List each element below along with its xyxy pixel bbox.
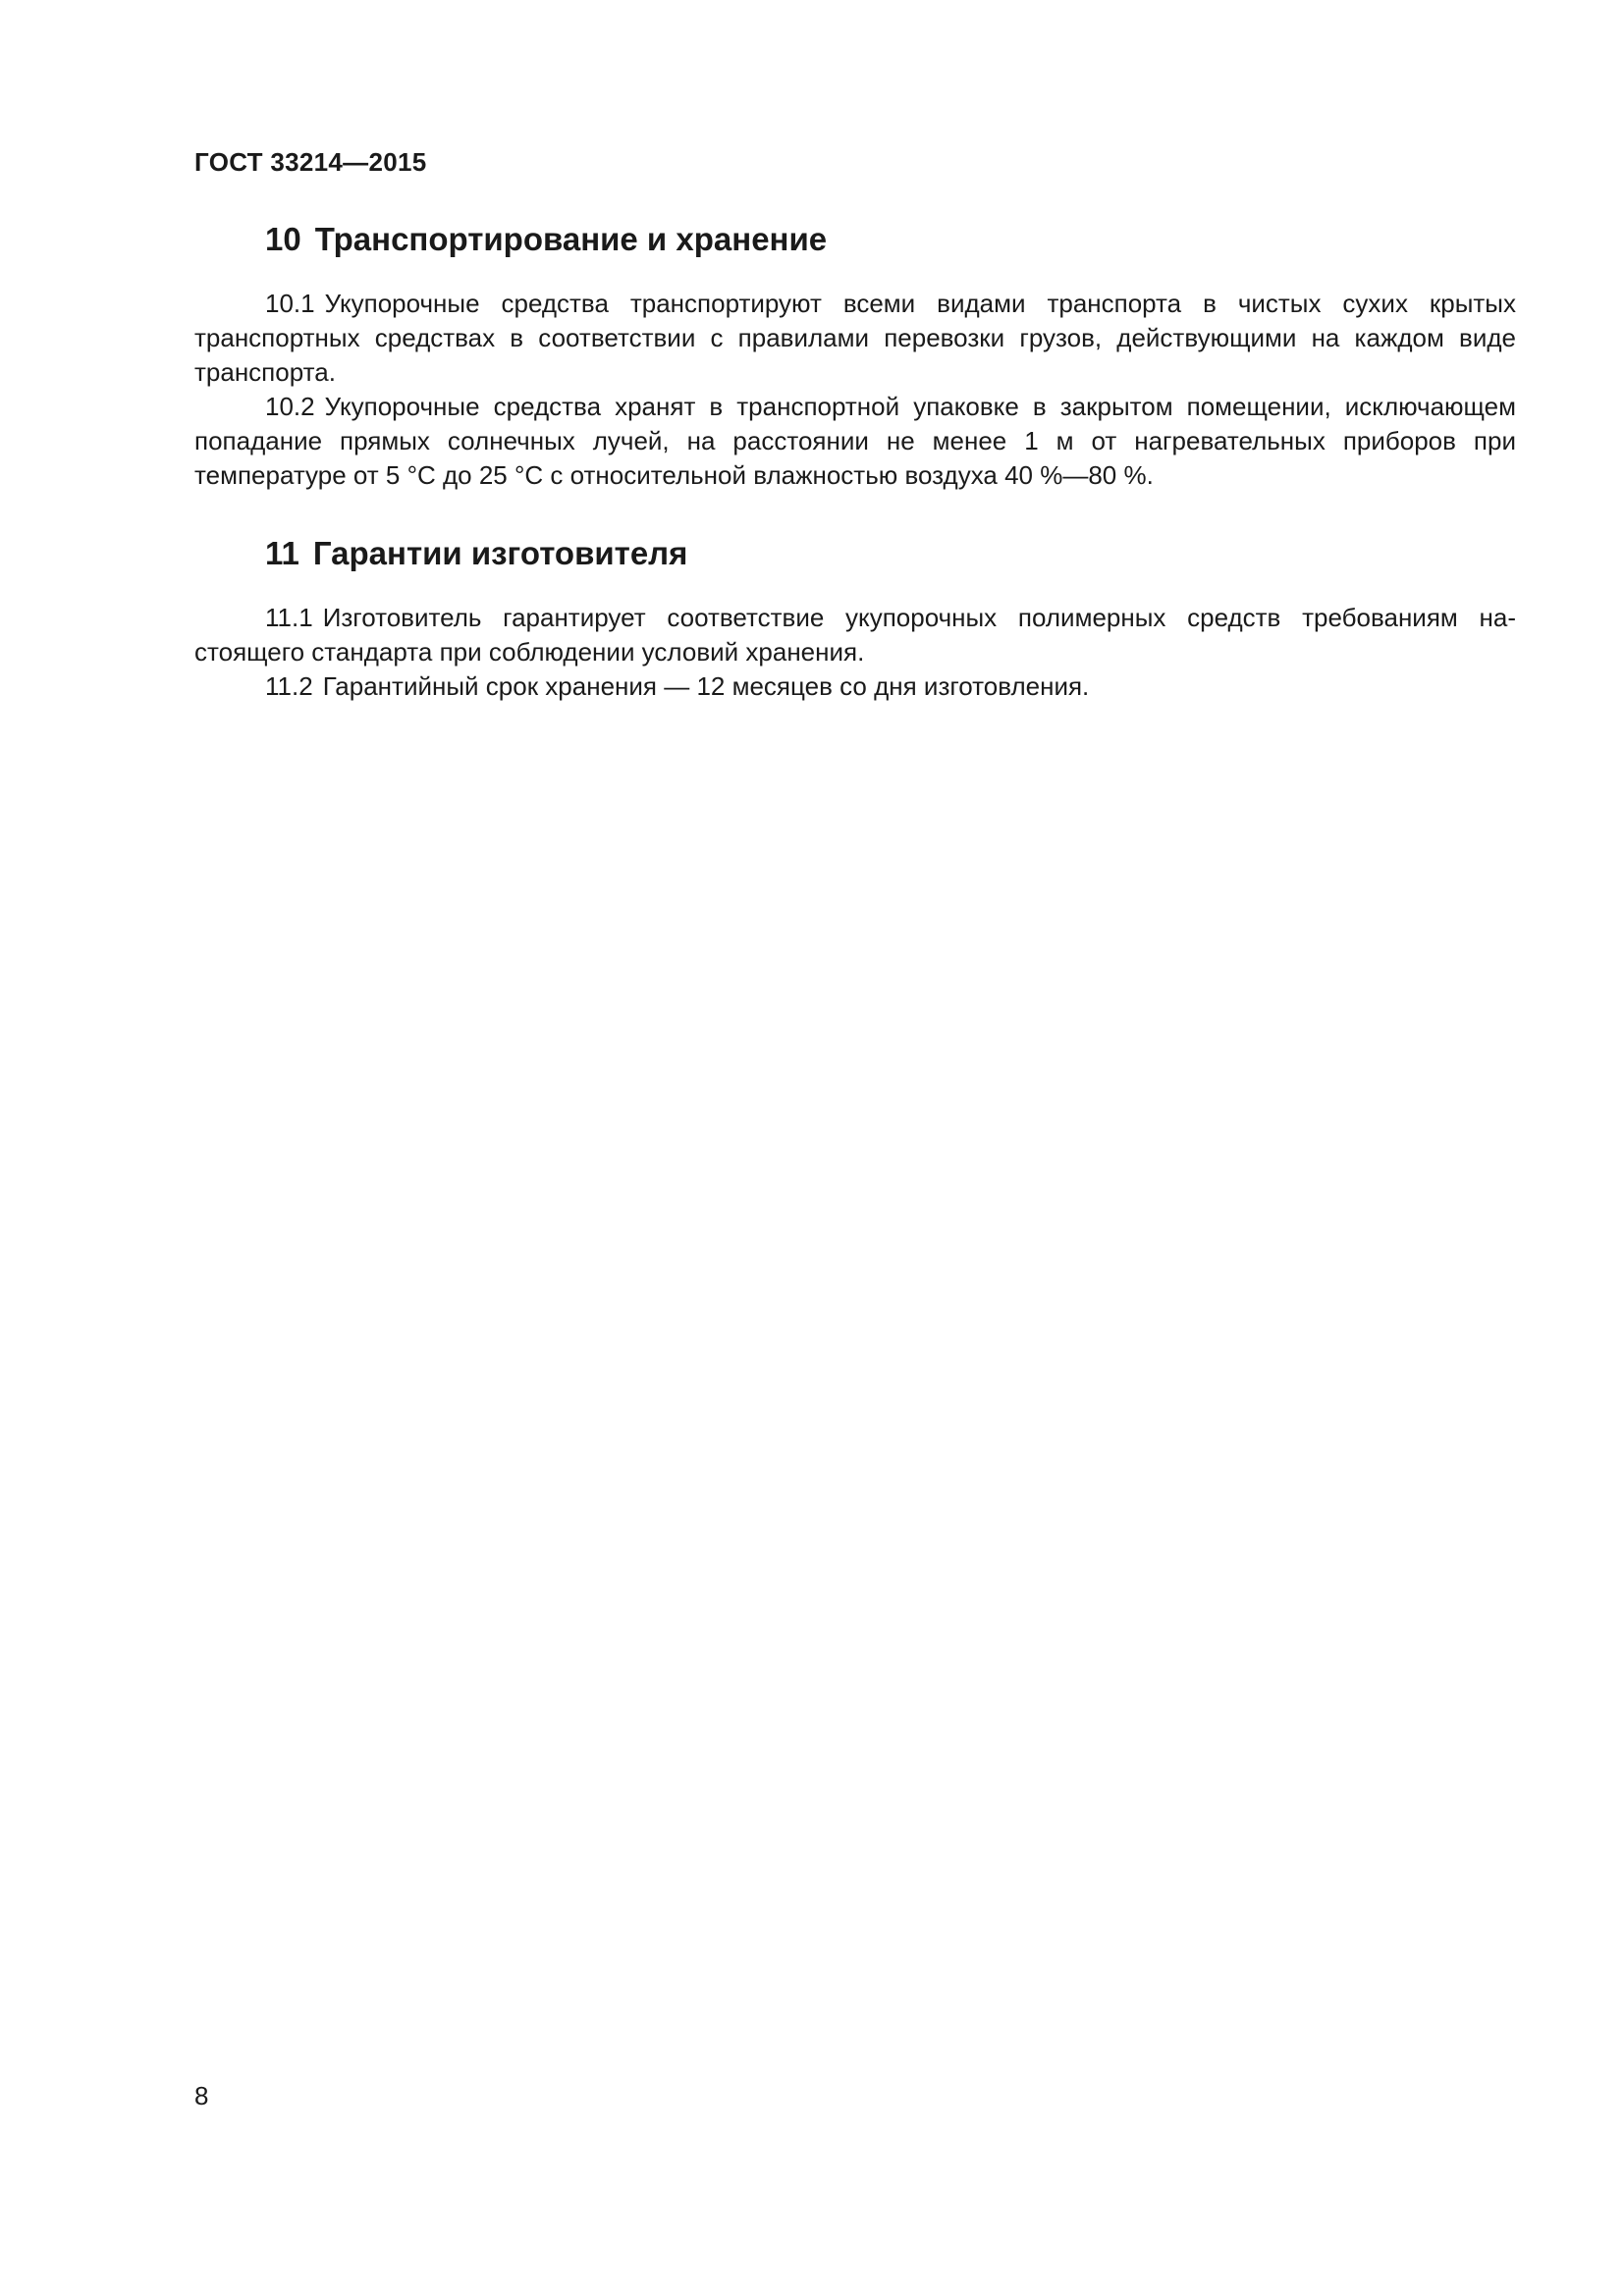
paragraph — [194, 601, 1516, 669]
section-number: 10 — [265, 221, 301, 257]
paragraph — [194, 390, 1516, 493]
section-title-text: Гарантии изготовителя — [312, 535, 688, 571]
document-body — [194, 216, 1516, 741]
section-heading — [265, 216, 1516, 263]
paragraph — [194, 669, 1516, 704]
paragraph-text: Изготовитель гарантирует соответствие укупорочных полимерных средств требованиям настоящего стандарта при соблюдении условий хранения. — [194, 603, 1516, 667]
section-manufacturer-warranty — [194, 530, 1516, 704]
paragraph-text: Укупорочные средства транспортируют всеми видами транспорта в чистых сухих крытых транспортных средствах в соответствии с правилами перевозки грузов, действующими на каждом виде транспорта. — [194, 289, 1516, 387]
section-number: 11 — [265, 535, 299, 571]
document-header-id: ГОСТ 33214—2015 — [194, 147, 427, 177]
page-number: 8 — [194, 2081, 209, 2110]
paragraph-number: 11.2 — [265, 671, 313, 701]
paragraph-text: Гарантийный срок хранения — 12 месяцев со дня изготовления. — [322, 671, 1090, 701]
section-title-text: Транспортирование и хранение — [314, 221, 828, 257]
section-transport-storage — [194, 216, 1516, 493]
section-heading — [265, 530, 1516, 577]
paragraph-number: 11.1 — [265, 603, 313, 632]
paragraph-text: Укупорочные средства хранят в транспортной упаковке в закрытом помещении, исключающем попадание прямых солнечных лучей, на расстоянии не менее 1 м от нагревательных приборов при температуре от 5 °С до 25 °С с относительной влажностью воздуха 40 %—80 %. — [194, 392, 1516, 490]
paragraph-number: 10.2 — [265, 392, 315, 421]
paragraph — [194, 287, 1516, 390]
paragraph-number: 10.1 — [265, 289, 315, 318]
